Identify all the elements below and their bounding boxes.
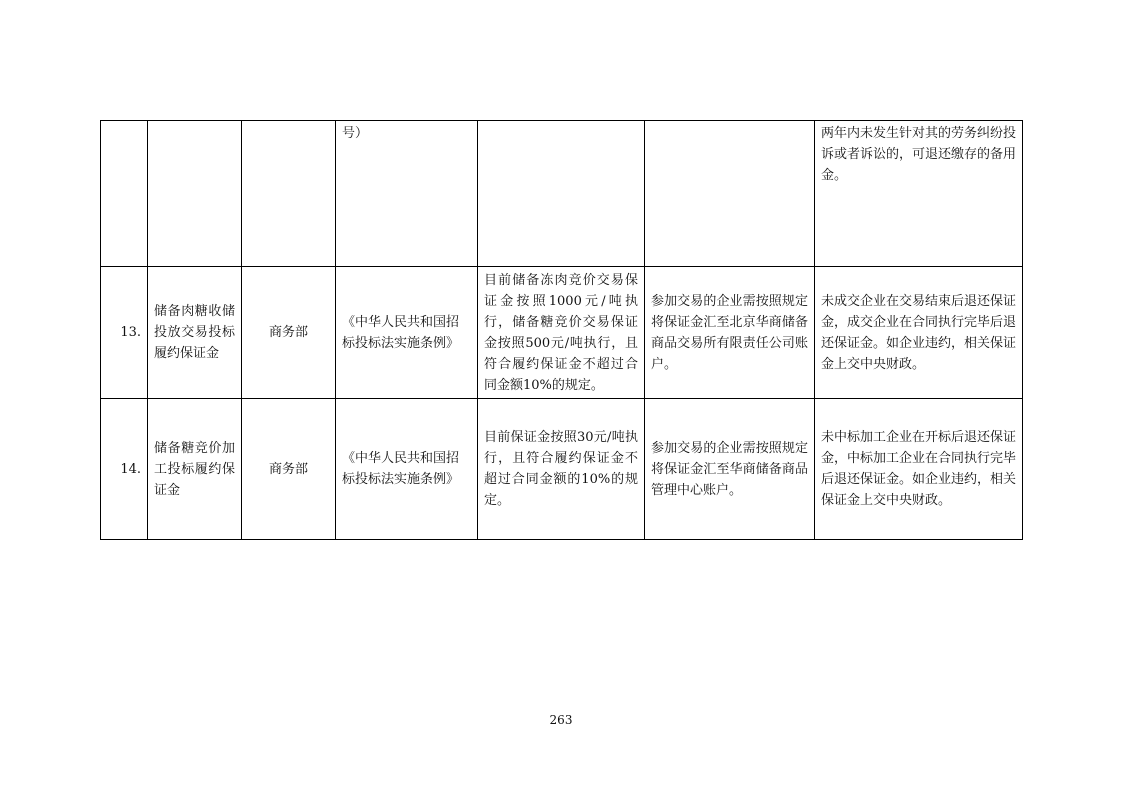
payment-cell <box>645 121 815 267</box>
payment-cell: 参加交易的企业需按照规定将保证金汇至华商储备商品管理中心账户。 <box>645 399 815 540</box>
legal-basis-cell: 《中华人民共和国招标投标法实施条例》 <box>336 399 478 540</box>
page-number: 263 <box>549 713 573 727</box>
refund-cell: 未成交企业在交易结束后退还保证金，成交企业在合同执行完毕后退还保证金。如企业违约，相关保证金上交中央财政。 <box>815 267 1023 399</box>
item-name-cell <box>148 121 242 267</box>
standard-cell <box>478 121 645 267</box>
table-row <box>101 399 1023 540</box>
department-cell <box>242 121 336 267</box>
department-cell: 商务部 <box>242 399 336 540</box>
table-row-continued <box>101 121 1023 267</box>
refund-cell: 两年内未发生针对其的劳务纠纷投诉或者诉讼的，可退还缴存的备用金。 <box>815 121 1023 267</box>
table-row <box>101 267 1023 399</box>
item-name-cell: 储备糖竞价加工投标履约保证金 <box>148 399 242 540</box>
row-number-cell: 13. <box>101 267 148 399</box>
standard-cell: 目前储备冻肉竞价交易保证金按照1000元/吨执行，储备糖竞价交易保证金按照500元/吨执行，且符合履约保证金不超过合同金额10%的规定。 <box>478 267 645 399</box>
fee-table <box>100 120 1023 540</box>
row-number-cell <box>101 121 148 267</box>
item-name-cell: 储备肉糖收储投放交易投标履约保证金 <box>148 267 242 399</box>
refund-cell: 未中标加工企业在开标后退还保证金，中标加工企业在合同执行完毕后退还保证金。如企业违约，相关保证金上交中央财政。 <box>815 399 1023 540</box>
payment-cell: 参加交易的企业需按照规定将保证金汇至北京华商储备商品交易所有限责任公司账户。 <box>645 267 815 399</box>
standard-cell: 目前保证金按照30元/吨执行，且符合履约保证金不超过合同金额的10%的规定。 <box>478 399 645 540</box>
legal-basis-cell: 号） <box>336 121 478 267</box>
department-cell: 商务部 <box>242 267 336 399</box>
row-number-cell: 14. <box>101 399 148 540</box>
legal-basis-cell: 《中华人民共和国招标投标法实施条例》 <box>336 267 478 399</box>
